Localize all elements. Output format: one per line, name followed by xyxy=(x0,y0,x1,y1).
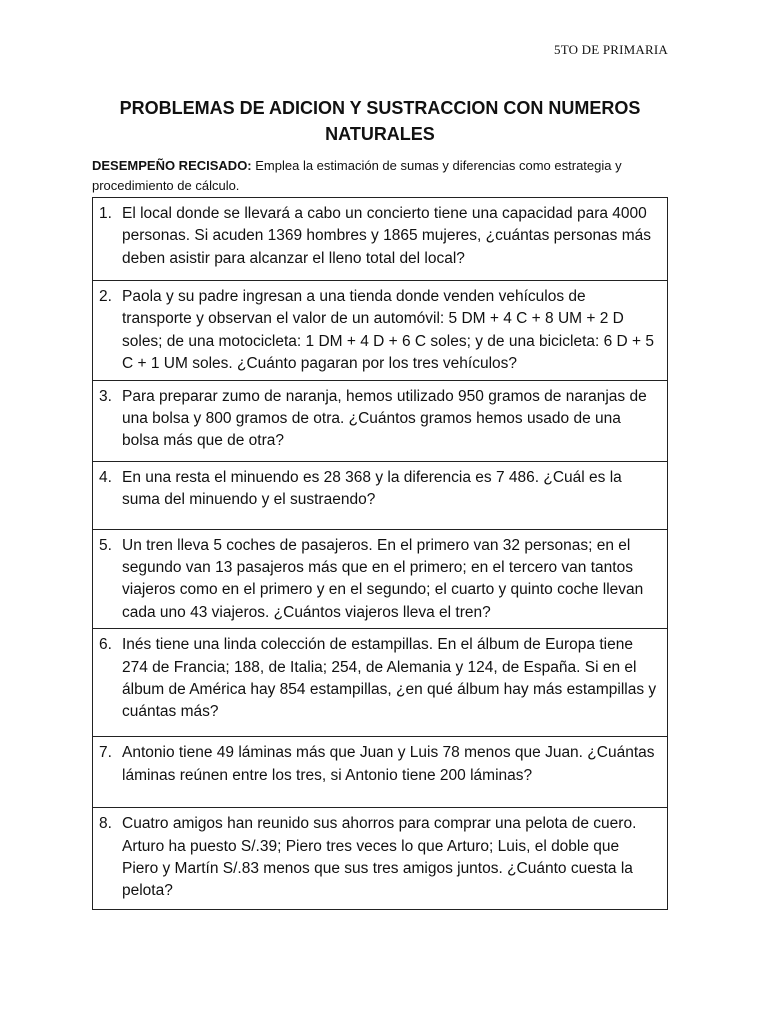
problem-row xyxy=(93,198,668,281)
problem-number: 4. xyxy=(99,468,112,486)
problem-row xyxy=(93,629,668,737)
problem-row xyxy=(93,737,668,808)
problem-cell xyxy=(93,808,668,910)
grade-label: 5TO DE PRIMARIA xyxy=(554,42,668,57)
problem-cell xyxy=(93,461,668,529)
problem-number: 5. xyxy=(99,536,112,554)
problem-text: Antonio tiene 49 láminas más que Juan y Luis 78 menos que Juan. ¿Cuántas láminas reúnen entre los tres, si Antonio tiene 200 láminas? xyxy=(122,744,655,784)
problem-cell xyxy=(93,281,668,381)
problem-number: 7. xyxy=(99,744,112,762)
problem-cell xyxy=(93,198,668,281)
performance-label: DESEMPEÑO RECISADO: xyxy=(92,158,252,173)
performance-statement xyxy=(92,156,657,196)
problem-cell xyxy=(93,737,668,808)
problem-row xyxy=(93,281,668,381)
problem-text: En una resta el minuendo es 28 368 y la diferencia es 7 486. ¿Cuál es la suma del minuendo y el sustraendo? xyxy=(122,468,622,509)
problem-number: 8. xyxy=(99,815,112,833)
problem-number: 2. xyxy=(99,288,112,305)
problem-cell xyxy=(93,380,668,461)
problem-text: Cuatro amigos han reunido sus ahorros para comprar una pelota de cuero. Arturo ha puesto S/.39; Piero tres veces lo que Arturo; Luis, el doble que Piero y Martín S/.83 menos que sus tres amigos juntos. ¿Cuánto cuesta la pelota? xyxy=(122,815,637,900)
problem-cell xyxy=(93,529,668,629)
problem-text: Un tren lleva 5 coches de pasajeros. En el primero van 32 personas; en el segundo van 13 pasajeros más que en el primero; en el tercero van tantos viajeros como en el primero y en el segundo; el cuarto y quinto coche llevan cada uno 43 viajeros. ¿Cuántos viajeros lleva el tren? xyxy=(122,536,644,621)
problem-number: 1. xyxy=(99,205,112,222)
problem-row xyxy=(93,808,668,910)
problem-cell xyxy=(93,629,668,737)
problem-row xyxy=(93,529,668,629)
page-title: PROBLEMAS DE ADICION Y SUSTRACCION CON NUMEROS NATURALES xyxy=(119,98,641,144)
problem-text: El local donde se llevará a cabo un concierto tiene una capacidad para 4000 personas. Si acuden 1369 hombres y 1865 mujeres, ¿cuántas personas más deben asistir para alcanzar el lleno total del local? xyxy=(122,205,652,267)
problem-number: 6. xyxy=(99,636,112,654)
problem-text: Inés tiene una linda colección de estampillas. En el álbum de Europa tiene 274 de Francia; 188, de Italia; 254, de Alemania y 124, de España. Si en el álbum de América hay 854 estampillas, ¿en qué álbum hay más estampillas y cuántas más? xyxy=(122,636,657,721)
problem-text: Paola y su padre ingresan a una tienda donde venden vehículos de transporte y observan el valor de un automóvil: 5 DM + 4 C + 8 UM + 2 D soles; de una motocicleta: 1 DM + 4 D + 6 C soles; y de una bicicleta: 6 D + 5 C + 1 UM soles. ¿Cuánto pagaran por los tres vehículos? xyxy=(122,288,655,373)
performance-text: Emplea la estimación de sumas y diferencias como estrategia y procedimiento de cálculo. xyxy=(92,158,622,193)
problems-table xyxy=(92,197,668,910)
problem-text: Para preparar zumo de naranja, hemos utilizado 950 gramos de naranjas de una bolsa y 800 gramos de otra. ¿Cuántos gramos hemos usado de una bolsa más que de otra? xyxy=(122,387,647,450)
problem-row xyxy=(93,461,668,529)
problem-row xyxy=(93,380,668,461)
problem-number: 3. xyxy=(99,387,112,405)
